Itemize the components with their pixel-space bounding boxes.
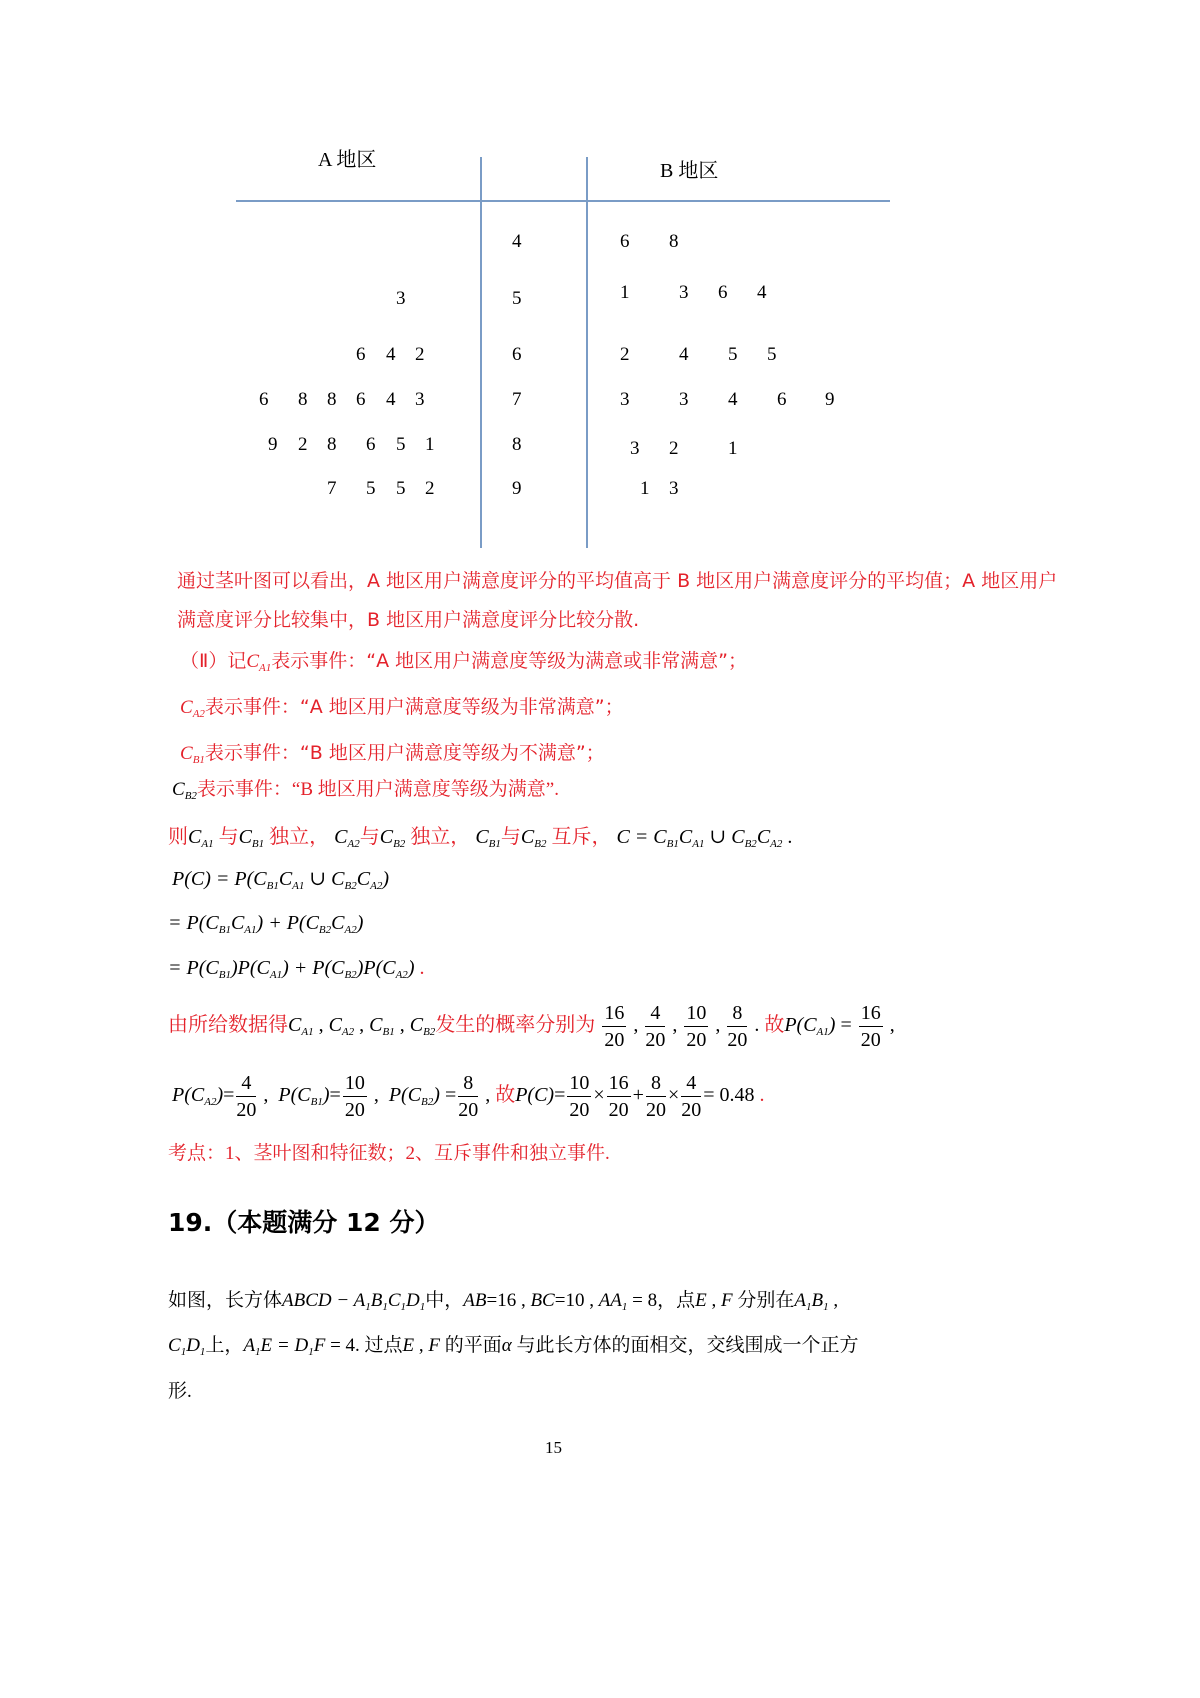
part2-prefix: （Ⅱ）记: [180, 650, 247, 672]
b-leaf: 3: [679, 389, 689, 410]
a-leaf: 9: [268, 434, 278, 455]
part2-event-a1: [180, 646, 747, 674]
a-leaf: 6: [366, 434, 376, 455]
b-leaf: 3: [620, 389, 630, 410]
b-leaf: 2: [669, 438, 679, 459]
conclusion-line-1: 通过茎叶图可以看出，A 地区用户满意度评分的平均值高于 B 地区用户满意度评分的平均值；A 地区用户: [177, 570, 1058, 592]
q19-text: ，点: [657, 1290, 696, 1311]
q19-text: 与此长方体的面相交，交线围成一个正方: [516, 1335, 859, 1356]
a-leaf: 5: [396, 478, 406, 499]
a-leaf: 1: [425, 434, 435, 455]
and-word: 与: [359, 826, 380, 848]
a-leaf: 2: [425, 478, 435, 499]
b-leaf: 1: [620, 282, 630, 303]
stem: 7: [512, 389, 522, 410]
q19-line-3: 形.: [168, 1381, 192, 1402]
symbol-cb2: $C_{B2}$: [172, 779, 197, 802]
b-leaf: 6: [620, 231, 630, 252]
a-leaf: 4: [386, 344, 396, 365]
q19-text: 的平面: [444, 1335, 502, 1356]
kaodian-line: 考点：1、茎叶图和特征数；2、互斥事件和独立事件.: [168, 1143, 610, 1164]
a-leaf: 5: [366, 478, 376, 499]
b-leaf: 3: [630, 438, 640, 459]
event-a1-text: 表示事件：“A 地区用户满意度等级为满意或非常满意”；: [271, 650, 748, 672]
b-leaf: 4: [679, 344, 689, 365]
math: $C_{B2}$: [520, 826, 547, 850]
b-leaf: 6: [718, 282, 728, 303]
b-leaf: 3: [669, 478, 679, 499]
q19-text: 如图，长方体: [168, 1290, 283, 1311]
q19-line-1: 如图，长方体ABCD − $A_1B_1C_1D_1$中，AB=16 , BC=10 , $AA_1 = 8$，点E , F 分别在$A_1B_1$ ,: [168, 1290, 839, 1313]
prob-eq-3: = $P(C_{B1})P(C_{A1}) + P(C_{B2})P(C_{A2})$ .: [168, 957, 425, 981]
q19-text: 中，: [425, 1290, 464, 1311]
a-leaf: 8: [298, 389, 308, 410]
stem: 9: [512, 478, 522, 499]
header-b-region: B 地区: [660, 160, 719, 182]
b-leaf: 1: [640, 478, 650, 499]
data-gives-word: 由所给数据得: [168, 1014, 288, 1037]
b-leaf: 3: [679, 282, 689, 303]
event-b2-text: 表示事件：“B 地区用户满意度等级为满意”.: [196, 779, 559, 800]
a-leaf: 3: [396, 288, 406, 309]
mutex-word: 互斥，: [551, 826, 612, 848]
q19-line-2: $C_1D_1$上，$A_1E = D_1F = 4$. 过点E , F 的平面α 与此长方体的面相交，交线围成一个正方: [168, 1335, 859, 1358]
therefore-word: 故: [495, 1084, 516, 1107]
stem: 4: [512, 231, 522, 252]
symbol-ca2: $C_{A2}$: [180, 697, 205, 720]
b-leaf: 4: [757, 282, 767, 303]
a-leaf: 2: [298, 434, 308, 455]
event-a2: [180, 692, 624, 720]
prob-eq-1: $P(C) = P(C_{B1}C_{A1}$ ∪ $C_{B2}C_{A2}$): [172, 868, 389, 892]
b-leaf: 8: [669, 231, 679, 252]
b-leaf: 5: [767, 344, 777, 365]
prob-eq-2: = $P(C_{B1}C_{A1}) + P(C_{B2}C_{A2})$: [168, 912, 364, 936]
q19-text: 分别在: [737, 1290, 795, 1311]
therefore-word: 故: [764, 1014, 785, 1037]
independence-line: 则$C_{A1}$ 与$C_{B1}$ 独立， $C_{A2}$与$C_{B2}$ 独立， $C_{B1}$与$C_{B2}$ 互斥， $C = C_{B1}C_{A1}$ ∪ $C_{B2}C_{A2}$ .: [168, 826, 793, 850]
final-probability-line: $P(C_{A2})=$ $\frac{4}{20}$ , $P(C_{B1})=$ $\frac{10}{20}$ , $P(C_{B2})$ = $\frac{8}{20}$ , 故P(C)= $\frac{10}{20}$ × $\frac{16}{20}$ + $\frac{8}{20}$ × $\frac{4}{20}$ = 0.48 .: [172, 1072, 765, 1121]
result-value: 0.48: [719, 1084, 755, 1107]
page-number: 15: [545, 1438, 562, 1457]
then-word: 则: [168, 826, 188, 848]
a-leaf: 2: [415, 344, 425, 365]
event-b2: [172, 774, 559, 802]
stem: 6: [512, 344, 522, 365]
event-a2-text: 表示事件：“A 地区用户满意度等级为非常满意”；: [204, 696, 624, 718]
a-leaf: 4: [386, 389, 396, 410]
event-b1-text: 表示事件：“B 地区用户满意度等级为不满意”；: [204, 742, 605, 764]
b-leaf: 2: [620, 344, 630, 365]
a-leaf: 3: [415, 389, 425, 410]
independent-word: 独立，: [410, 826, 471, 848]
math: $C_{A2}$: [334, 826, 360, 850]
b-leaf: 5: [728, 344, 738, 365]
math: $C_{B1}$: [475, 826, 501, 850]
independent-word: 独立，: [269, 826, 330, 848]
math: $C_{B1}$: [238, 826, 265, 850]
b-leaf: 4: [728, 389, 738, 410]
b-leaf: 9: [825, 389, 835, 410]
a-leaf: 8: [327, 434, 337, 455]
math: $C_{B2}$: [379, 826, 406, 850]
symbol-cb1: $C_{B1}$: [180, 743, 205, 766]
event-b1: [180, 738, 605, 766]
header-a-region: A 地区: [318, 149, 377, 171]
stem: 5: [512, 288, 522, 309]
q19-text: . 过点: [355, 1335, 403, 1356]
conclusion-line-2: 满意度评分比较集中，B 地区用户满意度评分比较分散.: [177, 609, 640, 631]
and-word: 与: [218, 826, 239, 848]
a-leaf: 7: [327, 478, 337, 499]
question-19-heading: 19.（本题满分 12 分）: [168, 1208, 440, 1237]
a-leaf: 5: [396, 434, 406, 455]
q19-text: 上，: [205, 1335, 244, 1356]
b-leaf: 6: [777, 389, 787, 410]
probs-are-word: 发生的概率分别为: [435, 1014, 596, 1037]
math: $C_{A1}$: [188, 826, 214, 850]
table-lines: [0, 0, 1200, 560]
math: $C = C_{B1}C_{A1}$ ∪ $C_{B2}C_{A2}$: [616, 826, 783, 850]
and-word: 与: [500, 826, 521, 848]
stem: 8: [512, 434, 522, 455]
a-leaf: 6: [356, 344, 366, 365]
symbol-ca1: $C_{A1}$: [246, 651, 272, 674]
b-leaf: 1: [728, 438, 738, 459]
a-leaf: 6: [259, 389, 269, 410]
data-probabilities-line: 由所给数据得$C_{A1}$ , $C_{A2}$ , $C_{B1}$ , $C_{B2}$发生的概率分别为 $\frac{16}{20}$ , $\frac{4}{20}$ , $\frac{10}{20}$ , $\frac{8}{20}$ . 故$P(C_{A1})$ = $\frac{16}{20}$ ,: [168, 1002, 895, 1051]
a-leaf: 8: [327, 389, 337, 410]
a-leaf: 6: [356, 389, 366, 410]
